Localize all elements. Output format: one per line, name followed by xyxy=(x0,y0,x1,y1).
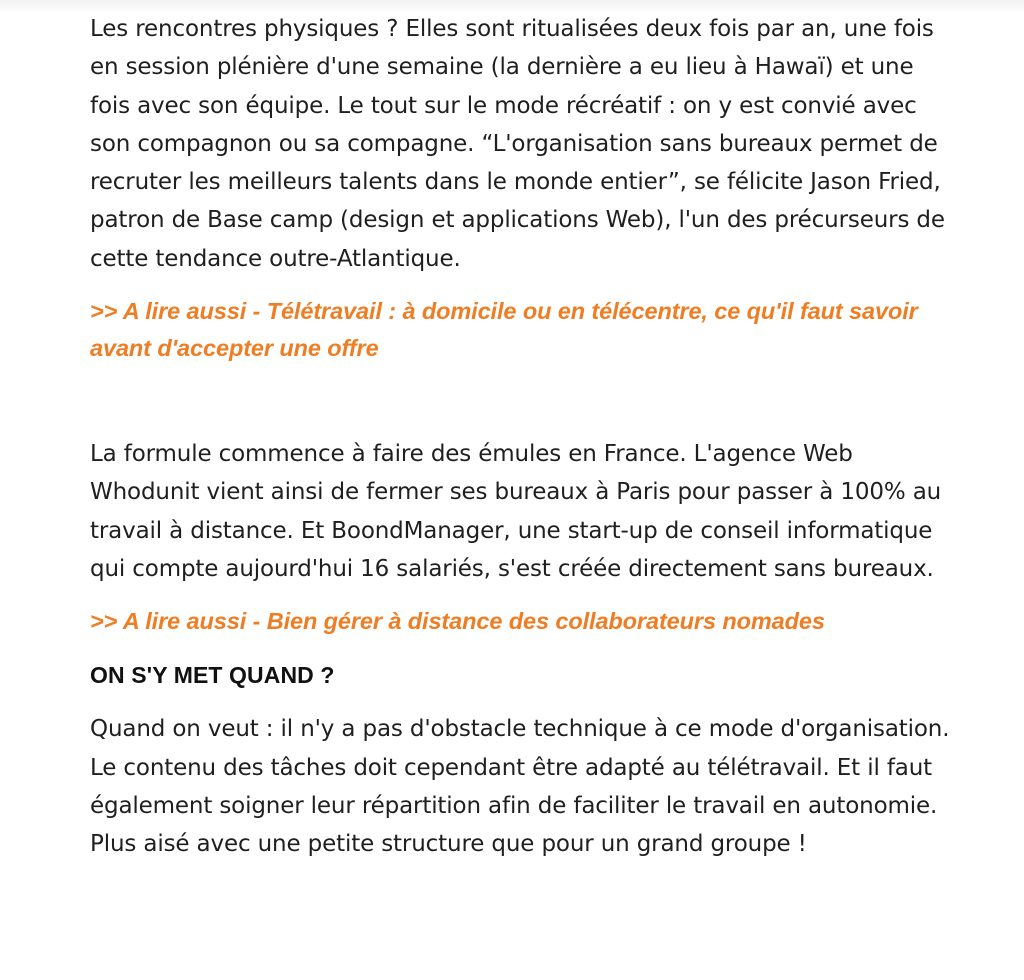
article-paragraph: Quand on veut : il n'y a pas d'obstacle technique à ce mode d'organisation. Le contenu des tâches doit cependant être adapté au télétravail. Et il faut également soigner leur répartition afin de faciliter le travail en autonomie. Plus aisé avec une petite structure que pour un grand groupe ! xyxy=(90,716,950,858)
article-body xyxy=(90,10,950,863)
see-also-link-collaborateurs[interactable]: >> A lire aussi - Bien gérer à distance des collaborateurs nomades xyxy=(90,608,825,635)
see-also-link-teletravail[interactable]: >> A lire aussi - Télétravail : à domicile ou en télécentre, ce qu'il faut savoir avant d'accepter une offre xyxy=(90,298,918,362)
article-paragraph: Les rencontres physiques ? Elles sont ritualisées deux fois par an, une fois en session plénière d'une semaine (la dernière a eu lieu à Hawaï) et une fois avec son équipe. Le tout sur le mode récréatif : on y est convié avec son compagnon ou sa compagne. “L'organisation sans bureaux permet de recruter les meilleurs talents dans le monde entier”, se félicite Jason Fried, patron de Base camp (design et applications Web), l'un des précurseurs de cette tendance outre-Atlantique. xyxy=(90,16,945,272)
article-paragraph: La formule commence à faire des émules en France. L'agence Web Whodunit vient ainsi de fermer ses bureaux à Paris pour passer à 100% au travail à distance. Et BoondManager, une start-up de conseil informatique qui compte aujourd'hui 16 salariés, s'est créée directement sans bureaux. xyxy=(90,441,942,582)
section-heading: ON S'Y MET QUAND ? xyxy=(90,662,335,689)
